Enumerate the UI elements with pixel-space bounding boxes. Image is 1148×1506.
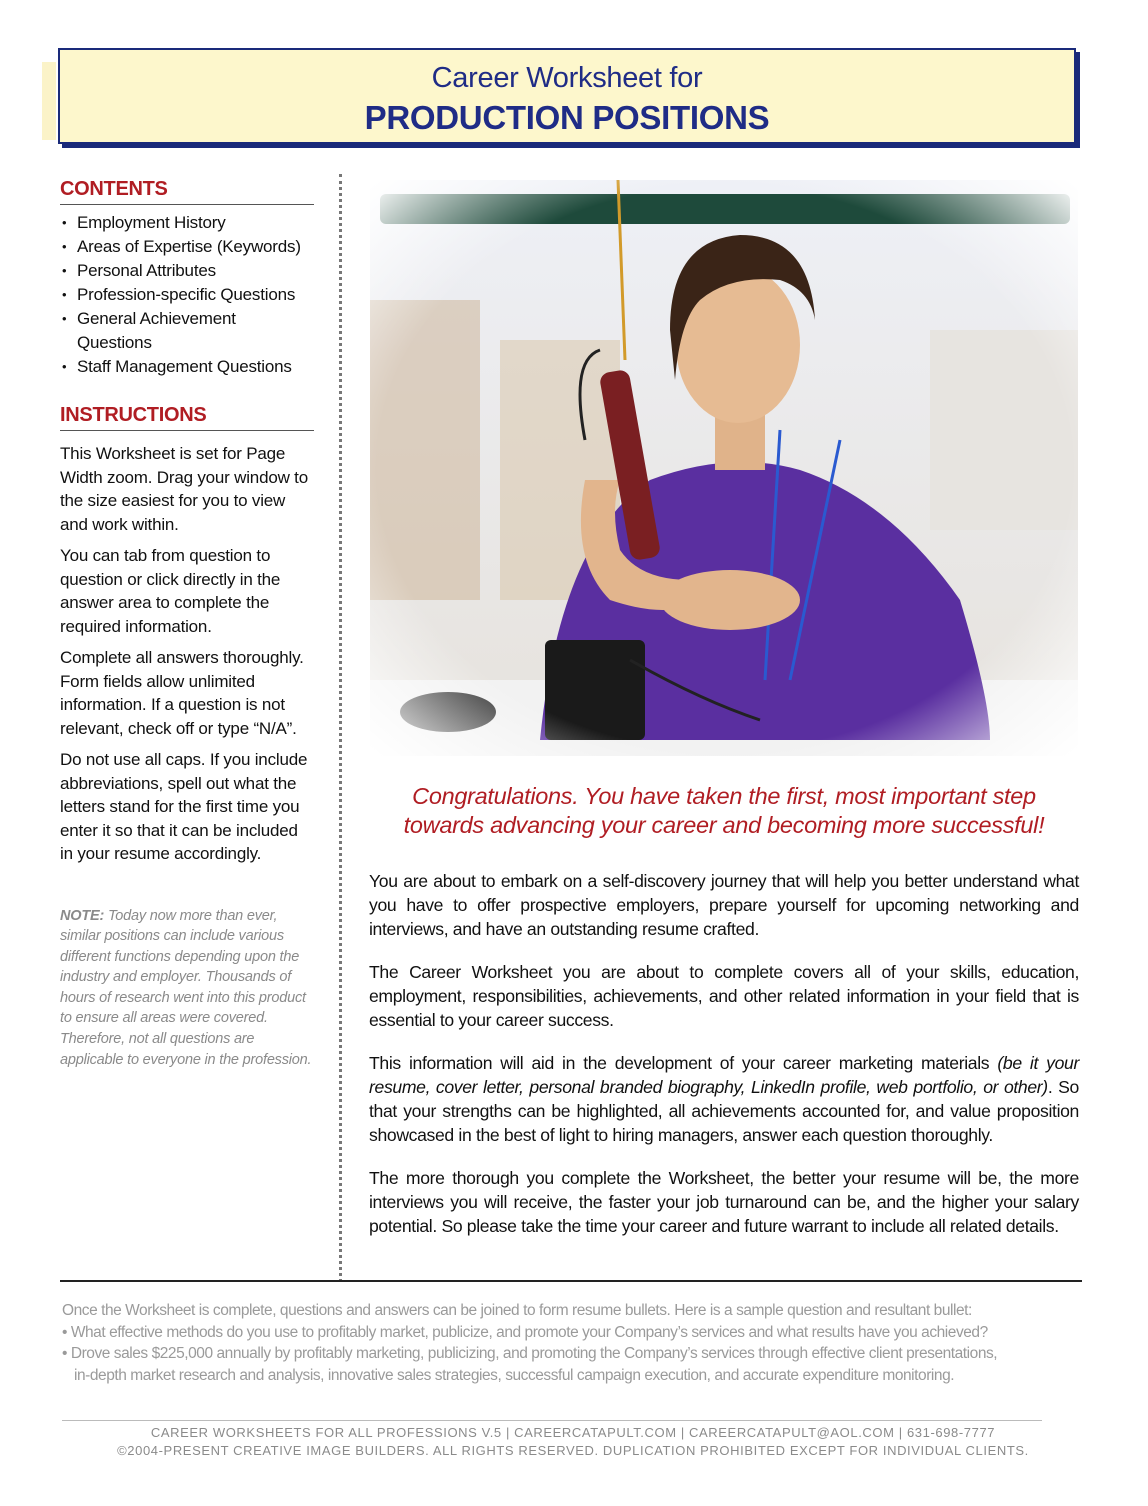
congrats-line-2: towards advancing your career and becoming more successful! [403,812,1045,838]
contents-item-label: Employment History [77,213,226,232]
footer-copyright: ©2004-PRESENT CREATIVE IMAGE BUILDERS. ALL RIGHTS RESERVED. DUPLICATION PROHIBITED EXCEPT FOR INDIVIDUAL CLIENTS. [117,1443,1029,1458]
title-banner [58,48,1076,144]
sample-bullet-line-1: • Drove sales $225,000 annually by profitably marketing, publicizing, and promoting the Company’s services through effective client presentations, [62,1345,998,1362]
contents-item[interactable] [60,259,314,283]
bullet-icon: • [62,215,67,230]
footer-contact: CAREER WORKSHEETS FOR ALL PROFESSIONS V.5 | CAREERCATAPULT.COM | CAREERCATAPULT@AOL.COM | 631-698-7777 [150,1425,996,1440]
bullet-icon: • [62,263,67,278]
sample-bullet-section [62,1300,1092,1386]
contents-item-label: Staff Management Questions [77,357,292,376]
contents-list [60,211,314,379]
instruction-paragraph: You can tab from question to question or click directly in the answer area to complete the required information. [60,546,281,636]
instruction-paragraph: This Worksheet is set for Page Width zoom. Drag your window to the size easiest for you to view and work within. [60,444,308,534]
bullet-icon: • [62,359,67,374]
contents-item[interactable] [60,211,314,235]
bullet-icon: • [62,239,67,254]
sample-question: • What effective methods do you use to profitably market, publicize, and promote your Company’s services and what results have you achieved? [62,1323,988,1341]
contents-item-label: Personal Attributes [77,261,216,280]
intro-paragraph: The more thorough you complete the Worksheet, the better your resume will be, the more interviews you will receive, the faster your job turnaround can be, and the higher your salary potential. So please take the time your career and future warrant to include all related details. [369,1168,1079,1236]
p3-start: This information will aid in the development of your career marketing materials [369,1053,998,1073]
note-block [60,906,314,1071]
header-accent [42,62,56,140]
column-divider [339,174,342,1282]
sample-bullet-line-2: in-depth market research and analysis, innovative sales strategies, successful campaign execution, and accurate expenditure monitoring. [74,1366,955,1384]
worker-photo [370,180,1078,756]
instructions-body [60,442,314,866]
section-divider [60,1280,1082,1282]
contents-item[interactable] [60,235,314,259]
intro-body [369,869,1079,1257]
sample-intro: Once the Worksheet is complete, questions and answers can be joined to form resume bullets. Here is a sample question and resultant bullet: [62,1302,972,1319]
contents-item[interactable] [60,283,314,307]
instruction-paragraph: Complete all answers thoroughly. Form fields allow unlimited information. If a question is not relevant, check off or type “N/A”. [60,648,304,738]
footer [40,1424,1106,1460]
intro-paragraph [369,1051,1079,1147]
contents-item-label: Profession-specific Questions [77,285,296,304]
intro-paragraph: The Career Worksheet you are about to complete covers all of your skills, education, employment, responsibilities, achievements, and other related information in your field that is essential to your career success. [369,962,1079,1030]
p3-italic: (be it your resume, cover letter, personal branded biography, LinkedIn profile, web portfolio, or other) [369,1053,1079,1097]
photo-illustration [370,180,1078,756]
note-text: Today now more than ever, similar positions can include various different functions depending upon the industry and employer. Thousands of hours of research went into this product to ensure all areas were covered. Therefore, not all questions are applicable to everyone in the profession. [60,907,312,1068]
congrats-line-1: Congratulations. You have taken the first, most important step [412,783,1036,809]
congratulations-message [370,782,1078,840]
note-label: NOTE: [60,907,105,924]
instructions-heading: INSTRUCTIONS [60,404,314,431]
contents-item[interactable] [60,355,314,379]
intro-paragraph: You are about to embark on a self-discovery journey that will help you better understand what you have to offer prospective employers, prepare yourself for upcoming networking and interviews, and have an outstanding resume crafted. [369,871,1079,939]
p3-end: . So that your strengths can be highlighted, all achievements accounted for, and value proposition showcased in the best of light to hiring managers, answer each question thoroughly. [369,1077,1079,1145]
instruction-paragraph: Do not use all caps. If you include abbreviations, spell out what the letters stand for the first time you enter it so that it can be included in your resume accordingly. [60,750,308,863]
title-line-1: Career Worksheet for [431,62,703,94]
bullet-icon: • [62,311,67,326]
footer-divider [62,1420,1042,1421]
contents-item-label: General Achievement Questions [77,309,236,352]
contents-heading: CONTENTS [60,178,314,205]
contents-item-label: Areas of Expertise (Keywords) [77,237,301,256]
bullet-icon: • [62,287,67,302]
sidebar [60,178,314,1070]
title-line-2: PRODUCTION POSITIONS [364,99,770,136]
contents-item[interactable] [60,307,314,355]
